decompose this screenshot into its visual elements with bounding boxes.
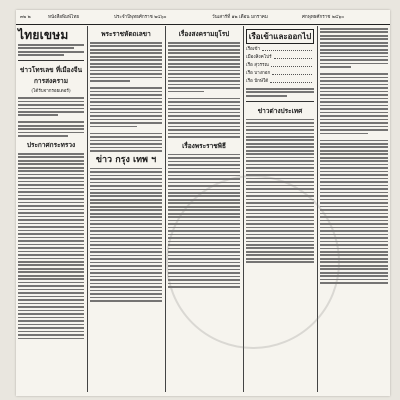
issue-info: ประจำปีพุทธศักราช ๒๔๖๐ xyxy=(114,15,167,20)
telegram-subheading: (ได้รับจากรอยเตอร์) xyxy=(31,89,71,95)
ship-row: เรือ ปักษ์ใต้ xyxy=(246,78,314,86)
ship-row: เรือ บางกอก xyxy=(246,70,314,78)
bangkok-news-heading: ข่าว กรุง เทพ ฯ xyxy=(95,154,157,165)
ceremony-heading: เรื่องพระราชพิธี xyxy=(182,141,226,150)
year-info: ศกพุทธศักราช ๒๔๖๐ xyxy=(302,15,345,20)
ship-row: เมืองสิงคโปร์ xyxy=(246,54,314,62)
page-number: ๓๒ ๒ xyxy=(20,15,31,20)
telegram-heading: ข่าวโทรเลข ที่เมืองจีนการสงคราม xyxy=(19,66,83,86)
royal-letter-heading: พระราชหัตถเลขา xyxy=(101,30,151,38)
columns xyxy=(16,26,390,392)
column-1 xyxy=(16,26,86,392)
ship-row: เรือเข้า xyxy=(246,46,314,54)
ship-row: เรือ สุวรรณ xyxy=(246,62,314,70)
foreign-news-heading: ข่าวต่างประเทศ xyxy=(257,106,303,115)
ministry-heading: ประกาศกระทรวง xyxy=(26,140,76,149)
publication-name: หนังสือพิมพ์ไทย xyxy=(48,15,80,20)
date-info: วันเสาร์ที่ ๑๒ เดือน มกราคม xyxy=(212,15,268,20)
column-2 xyxy=(88,26,164,392)
newspaper-page xyxy=(16,10,390,396)
column-4 xyxy=(244,26,316,392)
page-header xyxy=(16,12,390,25)
column-5 xyxy=(318,26,390,392)
europe-war-heading: เรื่องสงครามยุโรป xyxy=(178,30,230,38)
ships-heading: เรือเข้าและออกไป xyxy=(246,29,314,44)
column-3 xyxy=(166,26,242,392)
masthead: ไทยเขษม xyxy=(18,28,69,42)
